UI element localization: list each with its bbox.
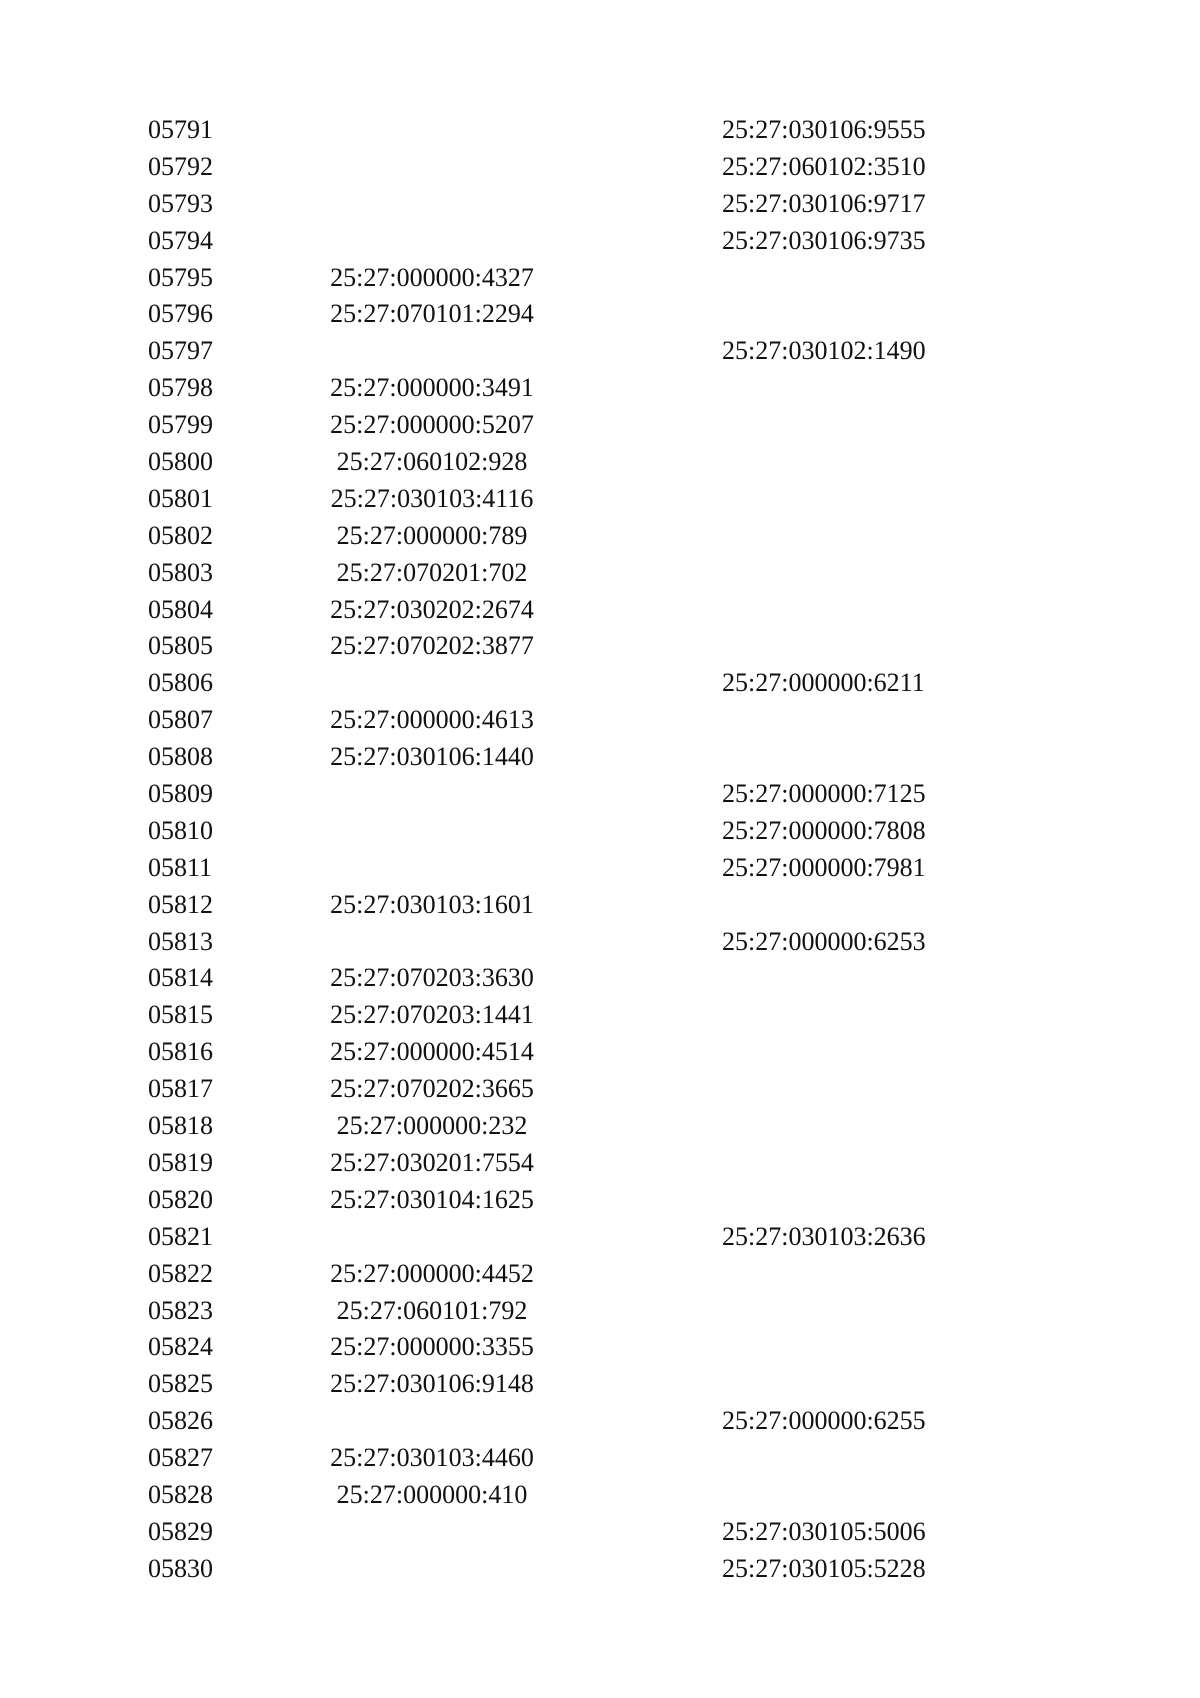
row-number: 05824 xyxy=(148,1332,213,1362)
table-row xyxy=(0,628,1200,665)
table-row xyxy=(0,1440,1200,1477)
cadastral-number-col-2: 25:27:030105:5228 xyxy=(722,1553,926,1583)
row-number: 05795 xyxy=(148,262,213,292)
table-row xyxy=(0,850,1200,887)
cadastral-number-col-1: 25:27:030103:4116 xyxy=(330,483,534,513)
table-row xyxy=(0,518,1200,555)
row-number: 05819 xyxy=(148,1147,213,1177)
row-number: 05804 xyxy=(148,594,213,624)
row-number: 05821 xyxy=(148,1221,213,1251)
row-number: 05822 xyxy=(148,1258,213,1288)
cadastral-number-col-1: 25:27:070203:3630 xyxy=(330,963,534,993)
table-row xyxy=(0,1108,1200,1145)
table-row xyxy=(0,481,1200,518)
table-row xyxy=(0,296,1200,333)
table-row xyxy=(0,1403,1200,1440)
row-number: 05810 xyxy=(148,815,213,845)
cadastral-number-col-2: 25:27:030105:5006 xyxy=(722,1516,926,1546)
row-number: 05794 xyxy=(148,225,213,255)
record-table xyxy=(0,112,1200,1588)
cadastral-number-col-2: 25:27:000000:7808 xyxy=(722,815,926,845)
table-row xyxy=(0,702,1200,739)
cadastral-number-col-1: 25:27:000000:4613 xyxy=(330,705,534,735)
cadastral-number-col-1: 25:27:030103:4460 xyxy=(330,1443,534,1473)
row-number: 05818 xyxy=(148,1111,213,1141)
table-row xyxy=(0,1551,1200,1588)
cadastral-number-col-1: 25:27:060102:928 xyxy=(336,447,528,477)
cadastral-number-col-1: 25:27:070202:3877 xyxy=(330,631,534,661)
cadastral-number-col-1: 25:27:000000:4327 xyxy=(330,262,534,292)
table-row xyxy=(0,333,1200,370)
table-row xyxy=(0,997,1200,1034)
cadastral-number-col-1: 25:27:070203:1441 xyxy=(330,1000,534,1030)
row-number: 05798 xyxy=(148,373,213,403)
table-row xyxy=(0,1256,1200,1293)
table-row xyxy=(0,1366,1200,1403)
row-number: 05803 xyxy=(148,557,213,587)
row-number: 05830 xyxy=(148,1553,213,1583)
table-row xyxy=(0,223,1200,260)
row-number: 05812 xyxy=(148,889,213,919)
row-number: 05828 xyxy=(148,1479,213,1509)
cadastral-number-col-1: 25:27:000000:789 xyxy=(336,520,528,550)
table-row xyxy=(0,555,1200,592)
cadastral-number-col-1: 25:27:030106:1440 xyxy=(330,742,534,772)
row-number: 05816 xyxy=(148,1037,213,1067)
row-number: 05820 xyxy=(148,1184,213,1214)
row-number: 05791 xyxy=(148,115,213,144)
table-row xyxy=(0,592,1200,629)
row-number: 05827 xyxy=(148,1443,213,1473)
cadastral-number-col-1: 25:27:070201:702 xyxy=(336,557,528,587)
row-number: 05808 xyxy=(148,742,213,772)
table-row xyxy=(0,370,1200,407)
row-number: 05813 xyxy=(148,926,213,956)
row-number: 05817 xyxy=(148,1074,213,1104)
row-number: 05797 xyxy=(148,336,213,366)
cadastral-number-col-1: 25:27:000000:232 xyxy=(336,1111,528,1141)
cadastral-number-col-2: 25:27:030106:9555 xyxy=(722,115,926,144)
table-row xyxy=(0,1293,1200,1330)
cadastral-number-col-1: 25:27:000000:4452 xyxy=(330,1258,534,1288)
table-row xyxy=(0,1071,1200,1108)
table-row xyxy=(0,112,1200,149)
table-row xyxy=(0,960,1200,997)
table-row xyxy=(0,887,1200,924)
cadastral-number-col-2: 25:27:030106:9717 xyxy=(722,188,926,218)
cadastral-number-col-2: 25:27:000000:6211 xyxy=(722,668,925,698)
table-row xyxy=(0,1145,1200,1182)
table-row xyxy=(0,1034,1200,1071)
table-row xyxy=(0,813,1200,850)
table-row xyxy=(0,260,1200,297)
cadastral-number-col-2: 25:27:030106:9735 xyxy=(722,225,926,255)
cadastral-number-col-1: 25:27:030202:2674 xyxy=(330,594,534,624)
row-number: 05805 xyxy=(148,631,213,661)
cadastral-number-col-2: 25:27:060102:3510 xyxy=(722,151,926,181)
table-row xyxy=(0,186,1200,223)
cadastral-number-col-1: 25:27:030201:7554 xyxy=(330,1147,534,1177)
row-number: 05793 xyxy=(148,188,213,218)
row-number: 05799 xyxy=(148,410,213,440)
row-number: 05825 xyxy=(148,1369,213,1399)
cadastral-number-col-2: 25:27:030102:1490 xyxy=(722,336,926,366)
table-row xyxy=(0,665,1200,702)
cadastral-number-col-2: 25:27:000000:7981 xyxy=(722,852,926,882)
table-row xyxy=(0,149,1200,186)
row-number: 05815 xyxy=(148,1000,213,1030)
row-number: 05811 xyxy=(148,852,213,882)
row-number: 05801 xyxy=(148,483,213,513)
row-number: 05796 xyxy=(148,299,213,329)
table-row xyxy=(0,1182,1200,1219)
table-row xyxy=(0,739,1200,776)
row-number: 05802 xyxy=(148,520,213,550)
cadastral-number-col-1: 25:27:000000:3355 xyxy=(330,1332,534,1362)
cadastral-number-col-1: 25:27:030103:1601 xyxy=(330,889,534,919)
cadastral-number-col-2: 25:27:000000:6255 xyxy=(722,1406,926,1436)
cadastral-number-col-1: 25:27:000000:3491 xyxy=(330,373,534,403)
cadastral-number-col-2: 25:27:000000:7125 xyxy=(722,779,926,809)
cadastral-number-col-1: 25:27:030106:9148 xyxy=(330,1369,534,1399)
table-row xyxy=(0,924,1200,961)
cadastral-number-col-1: 25:27:000000:4514 xyxy=(330,1037,534,1067)
cadastral-number-col-1: 25:27:070202:3665 xyxy=(330,1074,534,1104)
table-row xyxy=(0,1514,1200,1551)
cadastral-number-col-2: 25:27:030103:2636 xyxy=(722,1221,926,1251)
row-number: 05800 xyxy=(148,447,213,477)
row-number: 05823 xyxy=(148,1295,213,1325)
row-number: 05806 xyxy=(148,668,213,698)
cadastral-number-col-1: 25:27:070101:2294 xyxy=(330,299,534,329)
row-number: 05826 xyxy=(148,1406,213,1436)
row-number: 05829 xyxy=(148,1516,213,1546)
row-number: 05814 xyxy=(148,963,213,993)
cadastral-number-col-1: 25:27:060101:792 xyxy=(336,1295,528,1325)
row-number: 05809 xyxy=(148,779,213,809)
table-row xyxy=(0,407,1200,444)
table-row xyxy=(0,1477,1200,1514)
row-number: 05792 xyxy=(148,151,213,181)
cadastral-number-col-1: 25:27:000000:5207 xyxy=(330,410,534,440)
table-row xyxy=(0,1219,1200,1256)
table-row xyxy=(0,776,1200,813)
cadastral-number-col-1: 25:27:000000:410 xyxy=(336,1479,528,1509)
table-row xyxy=(0,444,1200,481)
cadastral-number-col-1: 25:27:030104:1625 xyxy=(330,1184,534,1214)
cadastral-number-col-2: 25:27:000000:6253 xyxy=(722,926,926,956)
table-row xyxy=(0,1329,1200,1366)
row-number: 05807 xyxy=(148,705,213,735)
